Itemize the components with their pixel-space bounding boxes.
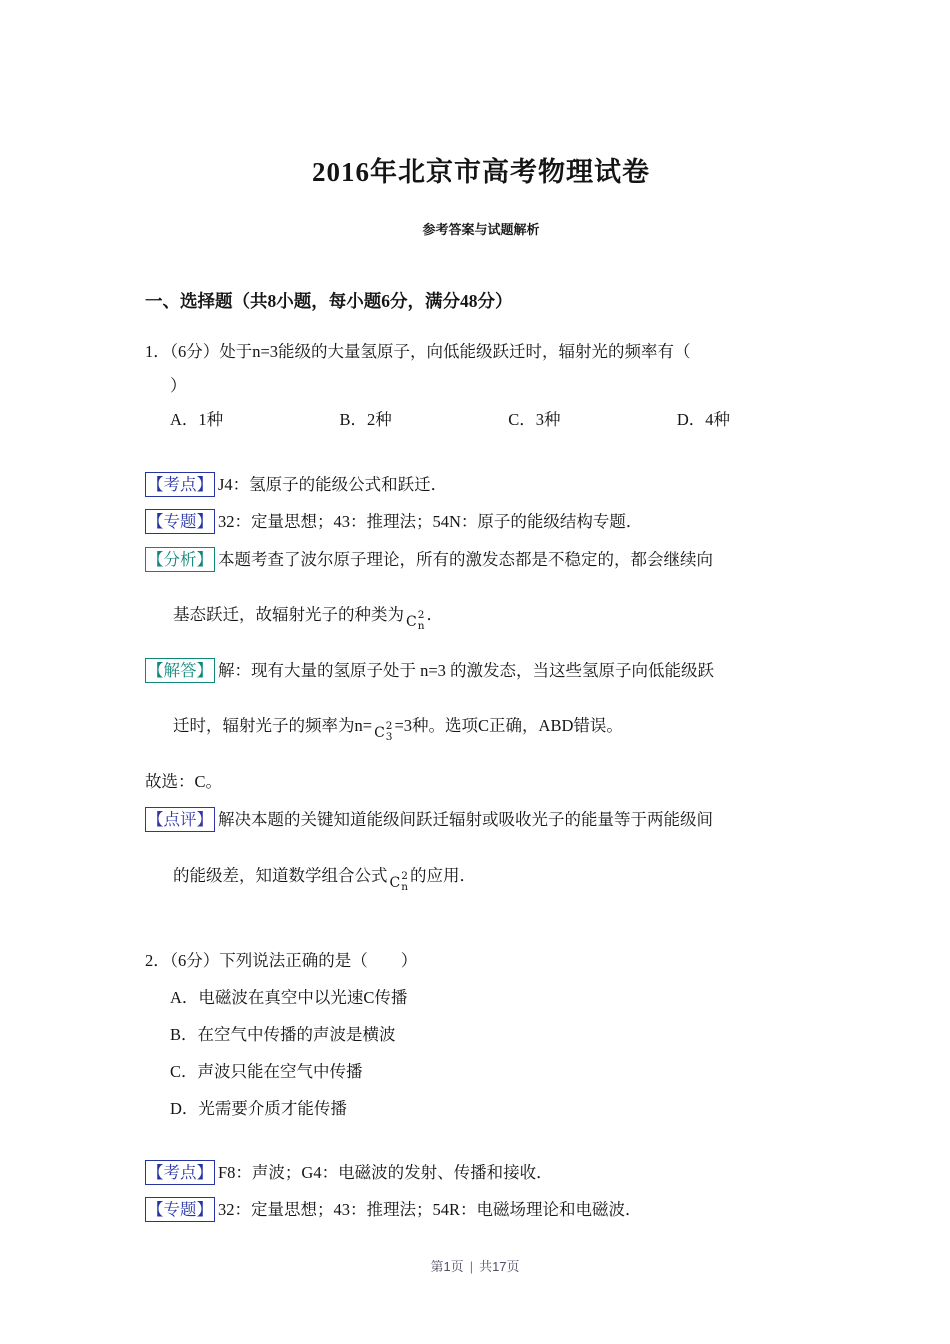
footer-total-pages: 共17页 [479,1259,520,1274]
q1-stem-continuation: ） [170,376,187,395]
footer-page-number: 第1页 [430,1259,464,1274]
formula-superscript: 2 [401,870,408,882]
zhuanti-tag[interactable]: 【专题】 [145,509,215,534]
q1-fenxi-line2 [145,601,817,633]
zhuanti-text: 32：定量思想；43：推理法；54N：原子的能级结构专题． [218,512,643,531]
document-page [145,0,817,1223]
q1-stem: 1．（6分）处于n=3能级的大量氢原子，向低能级跃迁时，辐射光的频率有（ [145,342,691,361]
jieda-text-line1: 解：现有大量的氢原子处于 n=3 的激发态，当这些氢原子向低能级跃 [218,661,715,680]
q1-options-row [145,403,730,437]
formula-subscript: 3 [385,731,393,744]
q1-kaodian-row [145,471,817,498]
dianping-text-line2-post: 的应用． [409,866,476,885]
zhuanti-tag[interactable]: 【专题】 [145,1197,215,1222]
q2-option-b: B．在空气中传播的声波是横波 [170,1025,396,1044]
q1-option-a: A．1种 [170,410,224,429]
q1-jieda-line1 [145,657,817,684]
q1-dianping-line1 [145,806,817,833]
fenxi-tag[interactable]: 【分析】 [145,547,215,572]
kaodian-tag[interactable]: 【考点】 [145,472,215,497]
dianping-tag[interactable]: 【点评】 [145,807,215,832]
q1-zhuanti-row [145,508,817,535]
zhuanti-text: 32：定量思想；43：推理法；54R：电磁场理论和电磁波． [218,1200,642,1219]
combination-formula [374,721,392,743]
jieda-tag[interactable]: 【解答】 [145,658,215,683]
q2-kaodian-row [145,1159,817,1186]
fenxi-text-line2-post: ． [426,605,443,624]
formula-subscript: n [417,620,425,633]
dianping-text-line1: 解决本题的关键知道能级间跃迁辐射或吸收光子的能量等于两能级间 [218,810,713,829]
q1-dianping-line2 [145,862,817,894]
combination-formula [390,871,408,893]
footer-separator: | [469,1259,474,1274]
formula-base: C [374,725,385,741]
kaodian-text: F8：声波；G4：电磁波的发射、传播和接收． [218,1163,553,1182]
jieda-text-line2: 迁时，辐射光子的频率为n= [173,716,373,735]
combination-formula [406,610,424,632]
formula-subscript: n [401,881,408,894]
formula-base: C [406,614,417,630]
q1-fenxi-line1 [145,546,817,573]
page-footer [0,1256,950,1275]
section-heading: 一、选择题（共8小题，每小题6分，满分48分） [145,291,513,311]
formula-superscript: 2 [385,720,393,732]
q1-option-b: B．2种 [339,410,392,429]
kaodian-text: J4：氢原子的能级公式和跃迁． [218,475,448,494]
q2-zhuanti-row [145,1196,817,1223]
q1-option-d: D．4种 [676,410,730,429]
q2-option-a: A．电磁波在真空中以光速C传播 [170,988,408,1007]
q1-option-c: C．3种 [508,410,561,429]
page-subtitle: 参考答案与试题解析 [422,222,540,237]
q1-jieda-line2 [145,712,817,744]
q2-option-d: D．光需要介质才能传播 [170,1099,347,1118]
jieda-text-line2-post: =3种。选项C正确，ABD错误。 [394,716,623,735]
q2-option-c: C．声波只能在空气中传播 [170,1062,363,1081]
page-title: 2016年北京市高考物理试卷 [312,157,650,187]
fenxi-text-line1: 本题考查了波尔原子理论，所有的激发态都是不稳定的，都会继续向 [218,550,713,569]
dianping-text-line2: 的能级差，知道数学组合公式 [173,866,388,885]
formula-superscript: 2 [417,609,425,621]
q1-answer: 故选：C。 [145,772,223,791]
fenxi-text-line2: 基态跃迁，故辐射光子的种类为 [173,605,404,624]
kaodian-tag[interactable]: 【考点】 [145,1160,215,1185]
q2-stem: 2．（6分）下列说法正确的是（ ） [145,951,418,970]
formula-base: C [389,875,401,891]
